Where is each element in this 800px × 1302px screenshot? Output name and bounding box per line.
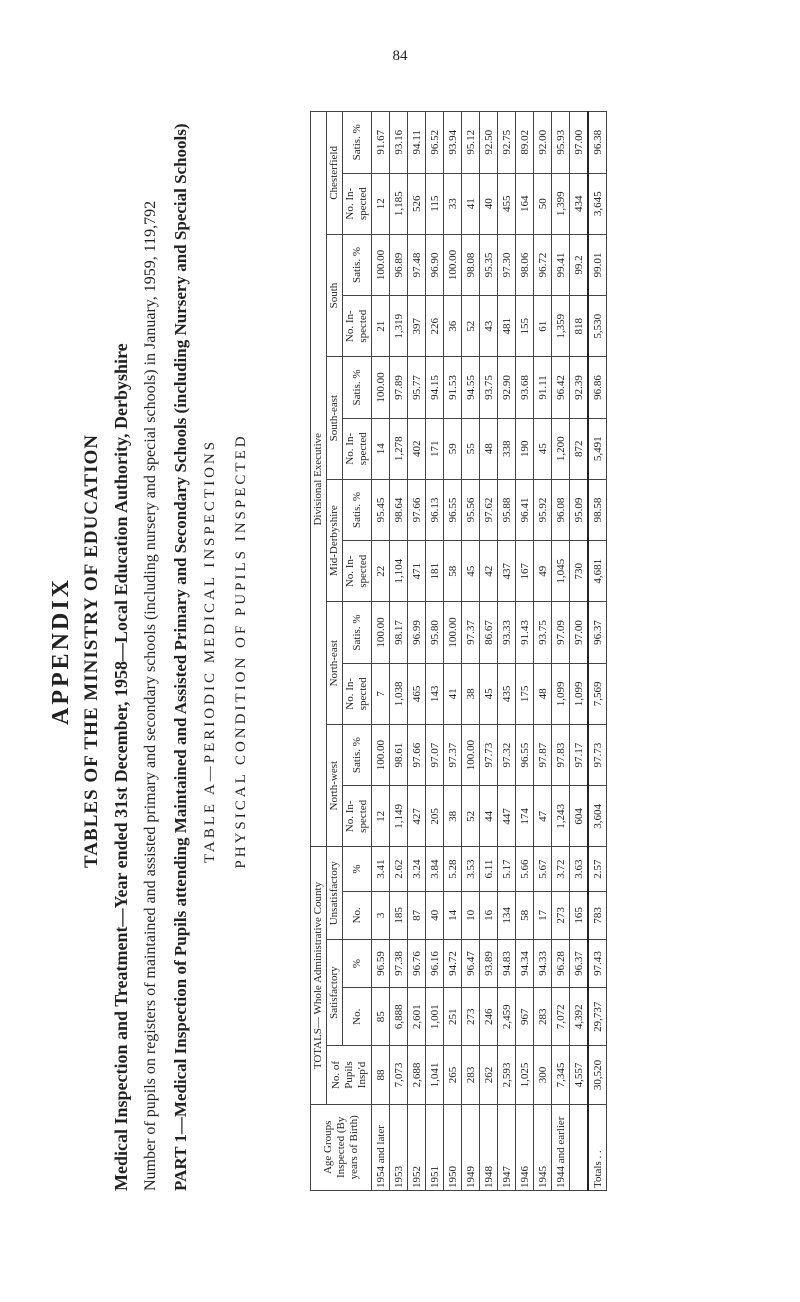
uns-pct-cell: 5.17 xyxy=(498,847,516,891)
div-satis-cell: 93.16 xyxy=(390,112,408,174)
div-inspected-cell: 3,604 xyxy=(588,786,607,847)
div-inspected-cell: 3,645 xyxy=(588,173,607,234)
uns-pct-cell: 5.28 xyxy=(444,847,462,891)
div-inspected-cell: 455 xyxy=(498,173,516,234)
column-subheader: % xyxy=(343,939,372,987)
sat-no-cell: 246 xyxy=(480,988,498,1046)
sat-no-cell: 7,072 xyxy=(552,988,570,1046)
div-satis-cell: 95.92 xyxy=(534,479,552,540)
division-header: Chesterfield xyxy=(327,112,343,235)
div-satis-cell: 97.09 xyxy=(552,602,570,663)
pupils-cell: 283 xyxy=(462,1046,480,1104)
div-inspected-cell: 36 xyxy=(444,296,462,357)
div-inspected-cell: 5,530 xyxy=(588,296,607,357)
div-satis-cell: 95.09 xyxy=(570,479,589,540)
div-inspected-cell: 44 xyxy=(480,786,498,847)
div-satis-cell: 92.90 xyxy=(498,357,516,418)
div-inspected-cell: 12 xyxy=(372,173,390,234)
div-inspected-cell: 1,149 xyxy=(390,786,408,847)
div-satis-cell: 96.55 xyxy=(516,724,534,785)
div-inspected-cell: 1,099 xyxy=(570,663,589,724)
div-inspected-cell: 437 xyxy=(498,541,516,602)
div-inspected-cell: 164 xyxy=(516,173,534,234)
div-satis-cell: 98.58 xyxy=(588,479,607,540)
div-satis-cell: 97.30 xyxy=(498,234,516,295)
div-satis-cell: 94.55 xyxy=(462,357,480,418)
div-satis-cell: 97.87 xyxy=(534,724,552,785)
uns-no-cell: 783 xyxy=(588,891,607,939)
age-cell: 1945 xyxy=(534,1104,552,1190)
uns-no-cell: 165 xyxy=(570,891,589,939)
div-satis-cell: 98.06 xyxy=(516,234,534,295)
div-satis-cell: 94.11 xyxy=(408,112,426,174)
div-inspected-cell: 818 xyxy=(570,296,589,357)
div-inspected-cell: 434 xyxy=(570,173,589,234)
div-inspected-cell: 41 xyxy=(462,173,480,234)
div-satis-cell: 92.00 xyxy=(534,112,552,174)
div-inspected-cell: 45 xyxy=(480,663,498,724)
div-satis-cell: 99.41 xyxy=(552,234,570,295)
div-inspected-cell: 50 xyxy=(534,173,552,234)
div-inspected-cell: 61 xyxy=(534,296,552,357)
div-inspected-cell: 1,399 xyxy=(552,173,570,234)
div-inspected-cell: 1,099 xyxy=(552,663,570,724)
div-satis-cell: 98.64 xyxy=(390,479,408,540)
div-satis-cell: 92.50 xyxy=(480,112,498,174)
div-satis-cell: 96.41 xyxy=(516,479,534,540)
age-cell: 1954 and later xyxy=(372,1104,390,1190)
subheader-row xyxy=(343,112,372,1191)
pupils-line: Number of pupils on registers of maintained and assisted primary and secondary schools (including nursery and special schools) in January, 1959, 119,792 xyxy=(142,200,159,1191)
div-inspected-cell: 1,104 xyxy=(390,541,408,602)
column-subheader: Satis. % xyxy=(343,724,372,785)
div-satis-cell: 96.55 xyxy=(444,479,462,540)
pupils-cell: 265 xyxy=(444,1046,462,1104)
div-inspected-cell: 481 xyxy=(498,296,516,357)
sat-no-cell: 85 xyxy=(372,988,390,1046)
sat-pct-cell: 96.28 xyxy=(552,939,570,987)
table-title: TABLE A—PERIODIC MEDICAL INSPECTIONS xyxy=(202,438,218,864)
column-subheader: Satis. % xyxy=(343,479,372,540)
uns-pct-cell: 3.24 xyxy=(408,847,426,891)
age-cell: 1947 xyxy=(498,1104,516,1190)
div-inspected-cell: 1,200 xyxy=(552,418,570,479)
age-cell: 1948 xyxy=(480,1104,498,1190)
uns-pct-cell: 3.84 xyxy=(426,847,444,891)
div-inspected-cell: 40 xyxy=(480,173,498,234)
age-cell: 1944 and earlier xyxy=(552,1104,570,1190)
div-inspected-cell: 465 xyxy=(408,663,426,724)
age-cell: 1949 xyxy=(462,1104,480,1190)
div-satis-cell: 96.90 xyxy=(426,234,444,295)
sat-pct-cell: 96.47 xyxy=(462,939,480,987)
table-row xyxy=(426,112,444,1191)
division-header: Mid-Derbyshire xyxy=(327,479,343,602)
div-satis-cell: 97.66 xyxy=(408,479,426,540)
div-inspected-cell: 4,681 xyxy=(588,541,607,602)
uns-pct-cell: 3.63 xyxy=(570,847,589,891)
div-satis-cell: 100.00 xyxy=(462,724,480,785)
div-inspected-cell: 1,278 xyxy=(390,418,408,479)
div-satis-cell: 93.75 xyxy=(480,357,498,418)
div-inspected-cell: 115 xyxy=(426,173,444,234)
div-satis-cell: 96.38 xyxy=(588,112,607,174)
div-inspected-cell: 1,319 xyxy=(390,296,408,357)
div-inspected-cell: 174 xyxy=(516,786,534,847)
div-inspected-cell: 1,359 xyxy=(552,296,570,357)
table-row xyxy=(588,112,607,1191)
div-satis-cell: 95.35 xyxy=(480,234,498,295)
div-inspected-cell: 175 xyxy=(516,663,534,724)
div-inspected-cell: 1,038 xyxy=(390,663,408,724)
division-header: North-west xyxy=(327,724,343,847)
column-subheader: Satis. % xyxy=(343,357,372,418)
div-satis-cell: 98.61 xyxy=(390,724,408,785)
column-subheader: Satis. % xyxy=(343,234,372,295)
sat-no-cell: 2,459 xyxy=(498,988,516,1046)
sat-no-cell: 29,737 xyxy=(588,988,607,1046)
table-row xyxy=(570,112,589,1191)
div-satis-cell: 97.00 xyxy=(570,112,589,174)
table-row xyxy=(462,112,480,1191)
div-inspected-cell: 38 xyxy=(444,786,462,847)
column-subheader: No. In- spected xyxy=(343,663,372,724)
sat-no-cell: 1,001 xyxy=(426,988,444,1046)
sat-pct-cell: 94.72 xyxy=(444,939,462,987)
subtitle: Medical Inspection and Treatment—Year ended 31st December, 1958—Local Education Authority, Derbyshire xyxy=(111,343,131,1191)
div-inspected-cell: 58 xyxy=(444,541,462,602)
sat-pct-cell: 94.34 xyxy=(516,939,534,987)
div-inspected-cell: 21 xyxy=(372,296,390,357)
inspection-table xyxy=(310,111,607,1191)
div-satis-cell: 93.94 xyxy=(444,112,462,174)
div-inspected-cell: 7 xyxy=(372,663,390,724)
uns-no-cell: 134 xyxy=(498,891,516,939)
table-row xyxy=(498,112,516,1191)
div-satis-cell: 96.52 xyxy=(426,112,444,174)
column-subheader: No. In- spected xyxy=(343,296,372,357)
table-row xyxy=(552,112,570,1191)
div-satis-cell: 96.72 xyxy=(534,234,552,295)
uns-pct-cell: 2.62 xyxy=(390,847,408,891)
page-number: 84 xyxy=(392,48,408,64)
table-row xyxy=(516,112,534,1191)
age-cell: 1951 xyxy=(426,1104,444,1190)
age-cell: 1946 xyxy=(516,1104,534,1190)
div-satis-cell: 95.80 xyxy=(426,602,444,663)
div-satis-cell: 100.00 xyxy=(372,724,390,785)
sat-pct-cell: 97.43 xyxy=(588,939,607,987)
age-cell: Totals . . xyxy=(588,1104,607,1190)
div-satis-cell: 91.11 xyxy=(534,357,552,418)
div-inspected-cell: 872 xyxy=(570,418,589,479)
table-row xyxy=(480,112,498,1191)
column-subheader: No. In- spected xyxy=(343,541,372,602)
div-satis-cell: 97.00 xyxy=(570,602,589,663)
uns-no-cell: 14 xyxy=(444,891,462,939)
div-inspected-cell: 48 xyxy=(480,418,498,479)
div-satis-cell: 97.66 xyxy=(408,724,426,785)
div-inspected-cell: 55 xyxy=(462,418,480,479)
div-satis-cell: 97.62 xyxy=(480,479,498,540)
pupils-cell: 7,345 xyxy=(552,1046,570,1104)
div-inspected-cell: 526 xyxy=(408,173,426,234)
div-inspected-cell: 52 xyxy=(462,296,480,357)
div-satis-cell: 97.89 xyxy=(390,357,408,418)
tables-title: TABLES OF THE MINISTRY OF EDUCATION xyxy=(81,434,102,868)
uns-pct-cell: 3.41 xyxy=(372,847,390,891)
uns-pct-cell: 6.11 xyxy=(480,847,498,891)
div-inspected-cell: 33 xyxy=(444,173,462,234)
div-inspected-cell: 730 xyxy=(570,541,589,602)
satisfactory-header: Satisfactory xyxy=(327,939,343,1045)
pupils-cell: 262 xyxy=(480,1046,498,1104)
age-cell: 1953 xyxy=(390,1104,408,1190)
div-satis-cell: 97.32 xyxy=(498,724,516,785)
div-satis-cell: 96.86 xyxy=(588,357,607,418)
div-satis-cell: 96.89 xyxy=(390,234,408,295)
uns-pct-cell: 3.53 xyxy=(462,847,480,891)
div-inspected-cell: 5,491 xyxy=(588,418,607,479)
div-satis-cell: 93.75 xyxy=(534,602,552,663)
column-subheader: No. In- spected xyxy=(343,786,372,847)
uns-pct-cell: 5.66 xyxy=(516,847,534,891)
div-satis-cell: 97.37 xyxy=(462,602,480,663)
uns-pct-cell: 2.57 xyxy=(588,847,607,891)
sat-pct-cell: 94.33 xyxy=(534,939,552,987)
table-row xyxy=(390,112,408,1191)
div-satis-cell: 100.00 xyxy=(372,357,390,418)
table-row xyxy=(372,112,390,1191)
age-groups-header: Age Groups Inspected (By years of Birth) xyxy=(311,1104,372,1190)
uns-no-cell: 16 xyxy=(480,891,498,939)
div-satis-cell: 97.07 xyxy=(426,724,444,785)
div-inspected-cell: 402 xyxy=(408,418,426,479)
uns-no-cell: 17 xyxy=(534,891,552,939)
column-subheader: Satis. % xyxy=(343,112,372,174)
div-inspected-cell: 12 xyxy=(372,786,390,847)
uns-no-cell: 10 xyxy=(462,891,480,939)
div-satis-cell: 96.42 xyxy=(552,357,570,418)
pupils-cell: 4,557 xyxy=(570,1046,589,1104)
pupils-cell: 7,073 xyxy=(390,1046,408,1104)
div-satis-cell: 91.43 xyxy=(516,602,534,663)
pupils-cell: 1,025 xyxy=(516,1046,534,1104)
sat-no-cell: 2,601 xyxy=(408,988,426,1046)
sat-pct-cell: 93.89 xyxy=(480,939,498,987)
sat-pct-cell: 96.37 xyxy=(570,939,589,987)
div-inspected-cell: 447 xyxy=(498,786,516,847)
div-satis-cell: 86.67 xyxy=(480,602,498,663)
div-satis-cell: 96.37 xyxy=(588,602,607,663)
age-cell: 1950 xyxy=(444,1104,462,1190)
column-subheader: Satis. % xyxy=(343,602,372,663)
div-satis-cell: 91.67 xyxy=(372,112,390,174)
div-inspected-cell: 38 xyxy=(462,663,480,724)
div-satis-cell: 96.99 xyxy=(408,602,426,663)
div-satis-cell: 100.00 xyxy=(444,602,462,663)
table-row xyxy=(408,112,426,1191)
div-inspected-cell: 1,045 xyxy=(552,541,570,602)
table-subtitle: PHYSICAL CONDITION OF PUPILS INSPECTED xyxy=(233,433,249,869)
div-satis-cell: 98.17 xyxy=(390,602,408,663)
div-satis-cell: 92.75 xyxy=(498,112,516,174)
div-inspected-cell: 226 xyxy=(426,296,444,357)
div-inspected-cell: 48 xyxy=(534,663,552,724)
div-satis-cell: 96.08 xyxy=(552,479,570,540)
div-satis-cell: 93.68 xyxy=(516,357,534,418)
column-subheader: % xyxy=(343,847,372,891)
uns-pct-cell: 3.72 xyxy=(552,847,570,891)
div-inspected-cell: 397 xyxy=(408,296,426,357)
division-header: South xyxy=(327,234,343,357)
heading-block xyxy=(40,101,290,1201)
column-subheader: No. xyxy=(343,891,372,939)
div-inspected-cell: 47 xyxy=(534,786,552,847)
div-satis-cell: 100.00 xyxy=(372,234,390,295)
div-inspected-cell: 43 xyxy=(480,296,498,357)
uns-no-cell: 87 xyxy=(408,891,426,939)
div-inspected-cell: 49 xyxy=(534,541,552,602)
uns-no-cell: 40 xyxy=(426,891,444,939)
div-inspected-cell: 45 xyxy=(462,541,480,602)
div-satis-cell: 92.39 xyxy=(570,357,589,418)
div-satis-cell: 89.02 xyxy=(516,112,534,174)
column-subheader: No. In- spected xyxy=(343,173,372,234)
div-inspected-cell: 171 xyxy=(426,418,444,479)
column-subheader: No. In- spected xyxy=(343,418,372,479)
div-inspected-cell: 205 xyxy=(426,786,444,847)
sat-pct-cell: 94.83 xyxy=(498,939,516,987)
pupils-cell: 1,041 xyxy=(426,1046,444,1104)
div-inspected-cell: 41 xyxy=(444,663,462,724)
sat-pct-cell: 96.76 xyxy=(408,939,426,987)
div-inspected-cell: 427 xyxy=(408,786,426,847)
div-inspected-cell: 190 xyxy=(516,418,534,479)
uns-no-cell: 185 xyxy=(390,891,408,939)
table-row xyxy=(534,112,552,1191)
unsatisfactory-header: Unsatisfactory xyxy=(327,847,343,939)
div-satis-cell: 100.00 xyxy=(372,602,390,663)
age-cell: 1952 xyxy=(408,1104,426,1190)
div-satis-cell: 96.13 xyxy=(426,479,444,540)
div-inspected-cell: 45 xyxy=(534,418,552,479)
div-inspected-cell: 1,243 xyxy=(552,786,570,847)
division-header: South-east xyxy=(327,357,343,480)
div-inspected-cell: 52 xyxy=(462,786,480,847)
div-inspected-cell: 338 xyxy=(498,418,516,479)
div-satis-cell: 91.53 xyxy=(444,357,462,418)
div-satis-cell: 95.56 xyxy=(462,479,480,540)
division-header: North-east xyxy=(327,602,343,725)
div-inspected-cell: 14 xyxy=(372,418,390,479)
div-inspected-cell: 471 xyxy=(408,541,426,602)
rotated-page xyxy=(40,101,760,1201)
div-inspected-cell: 42 xyxy=(480,541,498,602)
totals-header: TOTALS— Whole Administrative County xyxy=(311,847,327,1104)
div-satis-cell: 95.93 xyxy=(552,112,570,174)
sat-no-cell: 6,888 xyxy=(390,988,408,1046)
div-inspected-cell: 59 xyxy=(444,418,462,479)
pupils-cell: 2,688 xyxy=(408,1046,426,1104)
column-subheader: No. xyxy=(343,988,372,1046)
sat-no-cell: 273 xyxy=(462,988,480,1046)
sat-no-cell: 4,392 xyxy=(570,988,589,1046)
no-pupils-header: No. of Pupils Insp'd xyxy=(327,1046,372,1104)
sat-pct-cell: 96.16 xyxy=(426,939,444,987)
div-satis-cell: 97.83 xyxy=(552,724,570,785)
div-inspected-cell: 435 xyxy=(498,663,516,724)
uns-pct-cell: 5.67 xyxy=(534,847,552,891)
div-satis-cell: 95.77 xyxy=(408,357,426,418)
divisional-header: Divisional Executive xyxy=(311,112,327,847)
uns-no-cell: 58 xyxy=(516,891,534,939)
sat-no-cell: 251 xyxy=(444,988,462,1046)
div-satis-cell: 99.2 xyxy=(570,234,589,295)
div-inspected-cell: 604 xyxy=(570,786,589,847)
pupils-cell: 30,520 xyxy=(588,1046,607,1104)
div-satis-cell: 100.00 xyxy=(444,234,462,295)
appendix-title: APPENDIX xyxy=(48,577,74,725)
table-body xyxy=(372,112,607,1191)
div-satis-cell: 95.88 xyxy=(498,479,516,540)
div-inspected-cell: 7,569 xyxy=(588,663,607,724)
uns-no-cell: 3 xyxy=(372,891,390,939)
sat-pct-cell: 97.38 xyxy=(390,939,408,987)
div-inspected-cell: 181 xyxy=(426,541,444,602)
div-inspected-cell: 143 xyxy=(426,663,444,724)
div-satis-cell: 97.73 xyxy=(588,724,607,785)
div-satis-cell: 99.01 xyxy=(588,234,607,295)
div-satis-cell: 98.08 xyxy=(462,234,480,295)
div-satis-cell: 97.73 xyxy=(480,724,498,785)
sat-no-cell: 283 xyxy=(534,988,552,1046)
part-title: PART 1—Medical Inspection of Pupils attending Maintained and Assisted Primary and Secondary Schools (including Nursery and Special Schools) xyxy=(171,123,190,1191)
pupils-cell: 2,593 xyxy=(498,1046,516,1104)
div-satis-cell: 93.33 xyxy=(498,602,516,663)
div-inspected-cell: 1,185 xyxy=(390,173,408,234)
div-satis-cell: 95.45 xyxy=(372,479,390,540)
div-satis-cell: 95.12 xyxy=(462,112,480,174)
pupils-cell: 88 xyxy=(372,1046,390,1104)
table-row xyxy=(444,112,462,1191)
div-inspected-cell: 167 xyxy=(516,541,534,602)
pupils-cell: 300 xyxy=(534,1046,552,1104)
div-satis-cell: 97.37 xyxy=(444,724,462,785)
div-satis-cell: 94.15 xyxy=(426,357,444,418)
div-satis-cell: 97.17 xyxy=(570,724,589,785)
div-inspected-cell: 155 xyxy=(516,296,534,357)
sat-no-cell: 967 xyxy=(516,988,534,1046)
div-satis-cell: 97.48 xyxy=(408,234,426,295)
sat-pct-cell: 96.59 xyxy=(372,939,390,987)
uns-no-cell: 273 xyxy=(552,891,570,939)
age-cell xyxy=(570,1104,589,1190)
div-inspected-cell: 22 xyxy=(372,541,390,602)
